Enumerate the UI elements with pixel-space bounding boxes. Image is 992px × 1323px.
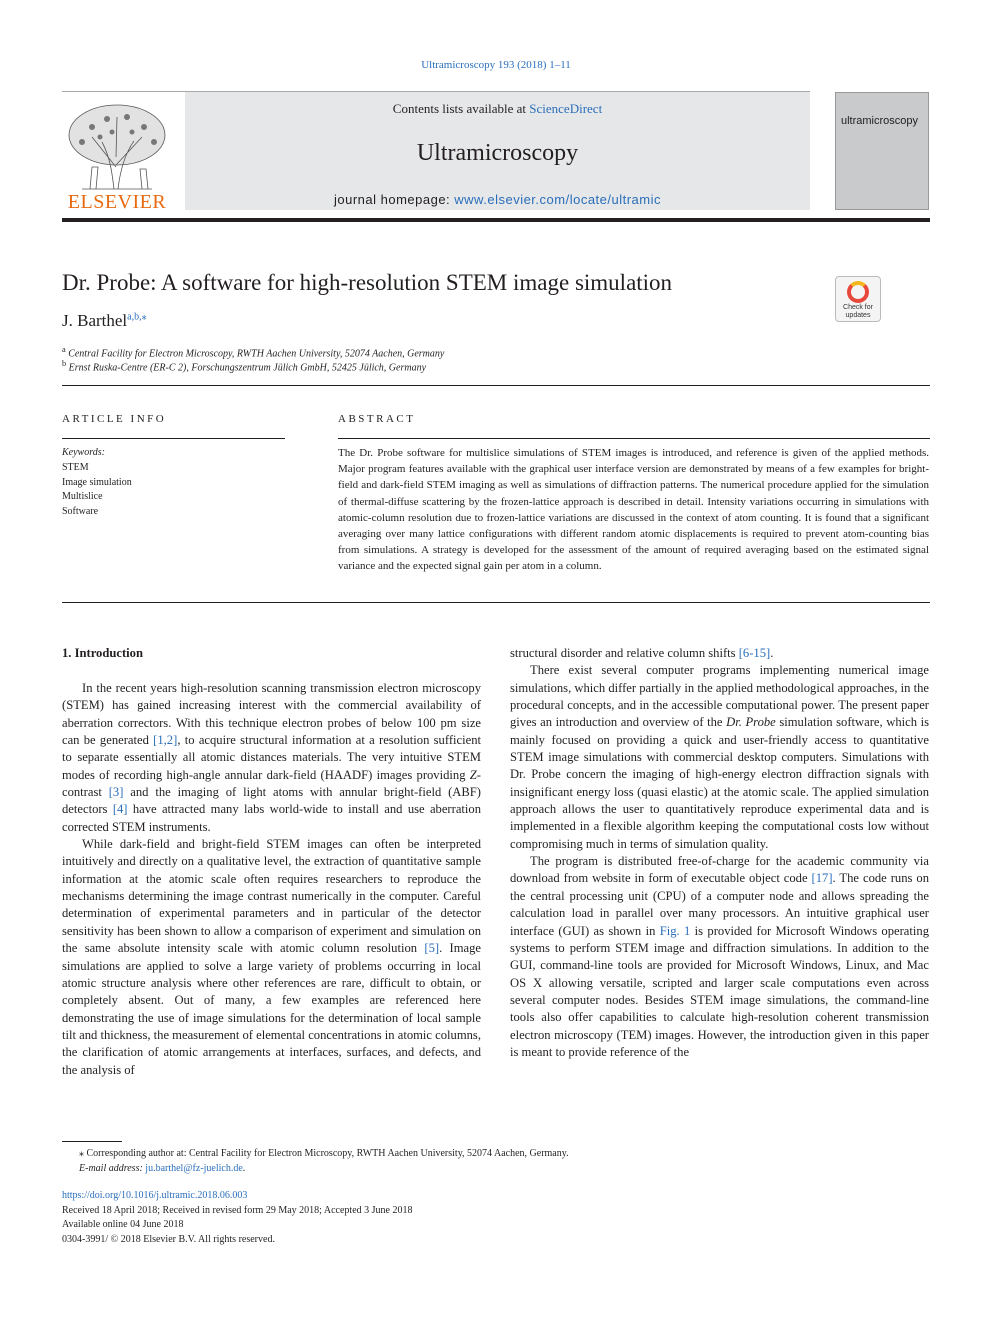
reference-link[interactable]: [1,2] [153,733,178,748]
doi-link[interactable]: https://doi.org/10.1016/j.ultramic.2018.06.003 [62,1190,248,1201]
contents-line: Contents lists available at ScienceDirect [392,101,603,116]
email-link[interactable]: ju.barthel@fz-juelich.de [145,1163,243,1174]
paragraph: In the recent years high-resolution scanning transmission electron microscopy (STEM) has gained increasing interest with the commercial availability of aberration correctors. With this technique electron probes of below 100 pm size can be generated [1,2], to acquire structural information at a resolution sufficient to separate essentially all atomic distances materials. The very intuitive STEM modes of recording high-angle annular dark-field (HAADF) images providing Z-contrast [3] and the imaging of light atoms with annular bright-field (ABF) detectors [4] have attracted many labs world-wide to install and use aberration corrected STEM instruments. [62,681,481,834]
paragraph: structural disorder and relative column shifts [6-15]. [510,646,774,660]
article-title: Dr. Probe: A software for high-resolution STEM image simulation [62,270,673,295]
header-thick-rule [62,218,930,222]
footnote-rule [62,1141,122,1142]
divider-rule [62,385,930,386]
sciencedirect-link[interactable]: ScienceDirect [529,101,603,116]
figure-link[interactable]: Fig. 1 [659,923,691,938]
article-info-rule [62,438,285,439]
paragraph: There exist several computer programs implementing numerical image simulations, which differ partially in the applied methodological approaches, in the procedural concepts, and in the accessible computational power. The present paper gives an introduction and overview of the Dr. Probe simulation software, which is mainly focused on providing a quick and user-friendly access to quantitative STEM image simulations with commercial desktop computers. Simulations with Dr. Probe concern the imaging of high-energy electron diffraction signals with insignificant energy loss (quasi elastic) at the atomic scale. The applied simulation approach allows the user to quantitatively reproduce experimental data and is implemented in a flexible algorithm keeping the computational costs low without compromising much in terms of simulation quality. [510,663,929,851]
body-column-right [510,645,929,1061]
reference-link[interactable]: [4] [112,802,128,817]
abstract-rule [338,438,930,439]
journal-citation[interactable]: Ultramicroscopy 193 (2018) 1–11 [421,59,571,71]
abstract-heading: ABSTRACT [338,413,416,425]
homepage-link[interactable]: www.elsevier.com/locate/ultramic [454,192,662,207]
abstract-text: The Dr. Probe software for multislice simulations of STEM images is introduced, and reference is given of the applied methods. Major program features available with the graphical user interface version are demonstrated by means of a few examples for bright-field and dark-field STEM imaging as well as simulations of diffraction patterns. The numerical procedure applied for the simulation of thermal-diffuse scattering by the frozen-lattice approach is described in detail. Intensity variations occurring in simulations with atomic-column resolution due to frozen-lattice variations are discussed in the context of atom counting. It is found that a significant averaging over many lattice configurations with different random atomic displacements is required to prevent atom-counting bias from simulations. A strategy is developed for the assessment of the amount of required averaging based on the estimated signal variance and the expected signal gain per atom in a column. [338,447,929,573]
keyword: Software [62,505,99,517]
reference-link[interactable]: [3] [108,785,124,800]
paragraph: While dark-field and bright-field STEM images can often be interpreted intuitively and directly on a qualitative level, the extraction of quantitative sample information at the atomic scale often requires researchers to reproduce the mechanisms determining the image contrast numerically in the computer. Careful determination of experimental parameters and in particular of the detector sensitivity has been shown to allow a comparison of experiment and simulation on the same absolute intensity scale with atomic column resolution [5]. Image simulations are applied to solve a large variety of problems occurring in local atomic structure analysis where other references are rare, difficult to obtain, or completely absent. Out of many, a few examples are referenced here demonstrating the use of image simulations for the determination of local sample tilt and thickness, the measurement of elemental concentrations in atomic columns, the clarification of atomic arrangements at interfaces, surfaces, and defects, and the analysis of [62,837,482,1077]
journal-cover-thumbnail[interactable] [835,92,929,210]
author-affiliation-marks[interactable]: a,b,⁎ [127,311,147,323]
reference-link[interactable]: [6-15] [738,646,771,660]
author-name[interactable]: J. Barthel$^{a,b,⁎}$ [62,311,147,330]
journal-homepage: journal homepage: www.elsevier.com/locate/ultramic [333,192,662,207]
received-dates: Received 18 April 2018; Received in revised form 29 May 2018; Accepted 3 June 2018 [62,1204,413,1216]
divider-rule [62,602,930,603]
copyright: 0304-3991/ © 2018 Elsevier B.V. All rights reserved. [62,1233,275,1245]
keyword: STEM [62,462,89,473]
reference-link[interactable]: [5] [424,941,440,956]
keyword: Multislice [62,491,103,502]
keywords-label: Keywords: [62,447,105,458]
crossmark-icon [847,281,869,303]
body-column-left [62,680,481,1079]
online-date: Available online 04 June 2018 [62,1219,184,1230]
keyword: Image simulation [62,476,132,488]
cover-title: ultramicroscopy [841,115,919,127]
elsevier-wordmark[interactable]: ELSEVIER [67,191,167,213]
check-for-updates-badge[interactable]: Check for updates [835,276,881,322]
affiliation-a: $^a$ Central Facility for Electron Microscopy, RWTH Aachen University, 52074 Aachen, Germany [62,345,445,360]
paragraph: The program is distributed free-of-charge for the academic community via download from website in form of executable object code [17]. The code runs on the central processing unit (CPU) of a computer node and allows spreading the calculation load in parallel over many processors. An intuitive graphical user interface (GUI) as shown in Fig. 1 is provided for Microsoft Windows operating systems to perform STEM image and diffraction simulations. In addition to the GUI, command-line tools are provided for Microsoft Windows, Linux, and Mac OS X allowing versatile, scripted and larger scale computations even across several computer nodes. Besides STEM image simulations, the command-line tools also offer capabilities to calculate high-resolution coherent transmission electron microscopy (TEM) images. However, the introduction given in this paper is meant to provide reference of the [510,854,929,1059]
article-info-heading: ARTICLE INFO [62,413,167,425]
publication-info [62,1189,412,1247]
section-heading-introduction: 1. Introduction [62,646,143,660]
affiliation-b: $^b$ Ernst Ruska-Centre (ER-C 2), Forschungszentrum Jülich GmbH, 52425 Jülich, Germany [62,359,427,374]
reference-link[interactable]: [17] [811,871,833,886]
corresponding-author-footnote: ⁎ Corresponding author at: Central Facility for Electron Microscopy, RWTH Aachen University, 52074 Aachen, Germany. E-mail address: ju.barthel@fz-juelich.de. [79,1148,569,1174]
journal-name: Ultramicroscopy [416,140,579,166]
keywords-list [62,461,132,519]
